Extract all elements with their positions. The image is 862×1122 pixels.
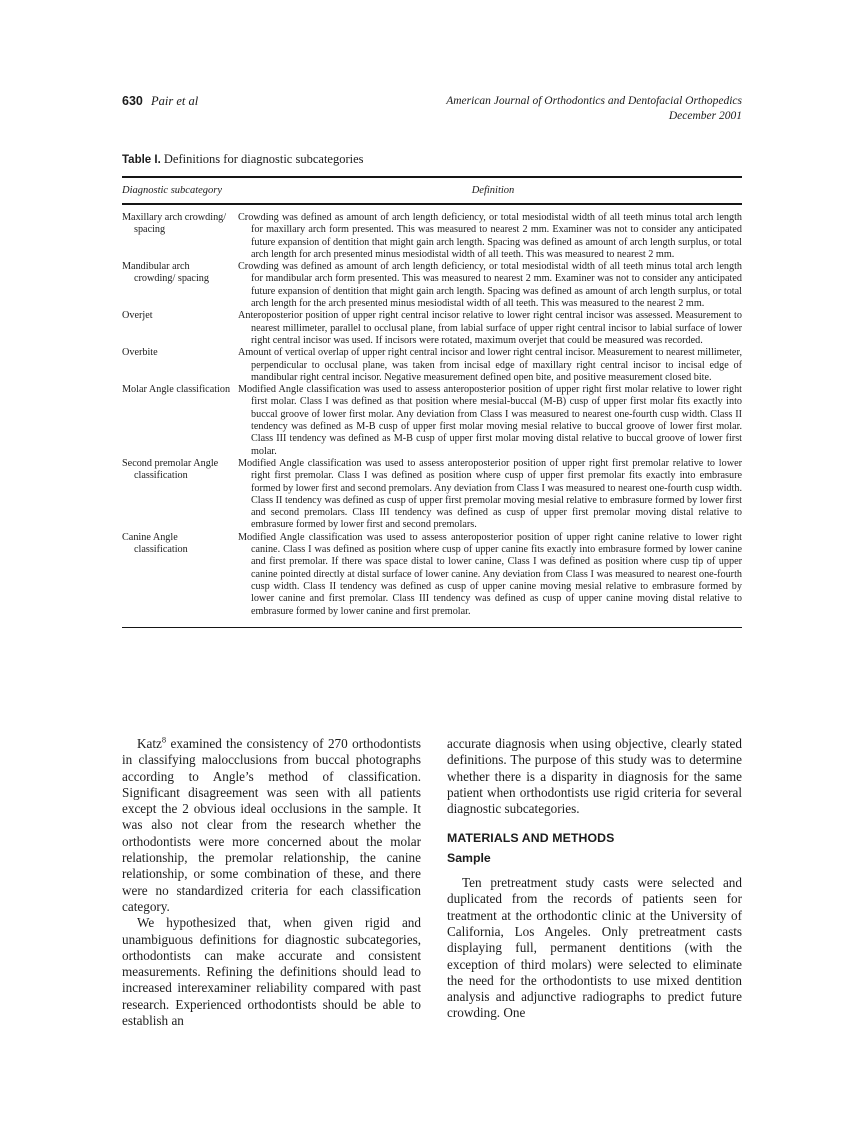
running-head-right [446,94,742,123]
row-term: Molar Angle classification [122,384,231,396]
katz-text: Katz [137,736,162,751]
table-header-row [122,176,742,205]
subsection-heading-sample: Sample [447,850,491,865]
section-heading-materials-methods: MATERIALS AND METHODS [447,831,615,846]
column-header-definition: Definition [471,185,515,196]
paragraph-purpose: accurate diagnosis when using objective, clearly stated definitions. The purpose of this study was to determine whether there is a disparity in diagnosis for the same patient when orthodontists use rigid criteria for several diagnostic subcategories. [447,736,742,817]
row-definition: Modified Angle classification was used to assess anteroposterior position of upper right first molar relative to lower right first molar. Class I was defined as that position where mesial-buccal (M-B) cusp of upper first molar fits exactly into buccal groove of lower first molar. Any deviation from Class I was measured to nearest one-fourth cusp width. Class II tendency was defined as M-B cusp of upper first molar moving mesial relative to buccal groove of lower first molar. Class III tendency was defined as M-B cusp of upper first molar moving distal relative to buccal groove of lower first molar. [238,384,742,457]
row-term: Maxillary arch crowding/ spacing [122,212,227,236]
table-definitions [122,152,742,628]
table-caption [122,152,742,167]
table-row [122,310,742,347]
paragraph-katz [122,736,421,915]
row-term: Second premolar Angle classification [122,457,219,482]
reference-superscript: 8 [161,734,167,745]
table-caption-label: Table I. [122,154,161,166]
row-definition: Modified Angle classification was used to assess anteroposterior position of upper right first premolar relative to lower right first premolar. Class I was defined as position where cusp of upper first premolar fits exactly into embrasure formed by lower first and second premolars. Any deviation from Class I was measured to nearest one-fourth cusp width. Class II tendency was defined as cusp of upper first premolar moving mesial relative to embrasure formed by lower first and second premolars. Class III tendency was defined as cusp of upper first premolar moving distal relative to embrasure formed by lower first and second premolars. [238,457,742,531]
paragraph-sample: Ten pretreatment study casts were selected and duplicated from the records of patients seen for treatment at the orthodontic clinic at the University of California, Los Angeles. Only pretreatment casts displaying full, permanent dentitions (with the exception of third molars) were selected to eliminate the need for the orthodontists to use mixed dentition analysis and adjunctive radiographs to predict future crowding. One [447,875,742,1021]
running-authors: Pair et al [150,94,199,108]
table-row [122,347,742,384]
column-header-subcategory: Diagnostic subcategory [122,185,223,196]
table-row [122,212,742,261]
row-definition: Amount of vertical overlap of upper right central incisor and lower right central incisor. Measurement to nearest millimeter, perpendicular to occlusal plane, was taken from incisal edge of maxillary right central incisor to incisal edge of mandibular right central incisor. Negative measurement defined open bite, and positive measurement closed bite. [238,347,742,383]
paragraph-hypothesis: We hypothesized that, when given rigid and unambiguous definitions for diagnostic subcategories, orthodontists can make accurate and consistent measurements. Refining the definitions should lead to increased interexaminer reliability compared with past research. Experienced orthodontists should be able to establish an [122,915,421,1029]
row-term: Mandibular arch crowding/ spacing [122,261,209,285]
right-column [447,736,742,1029]
table-row [122,458,742,532]
table-row [122,261,742,310]
row-term: Overbite [122,347,158,359]
row-term: Canine Angle classification [122,531,188,556]
row-definition: Anteroposterior position of upper right central incisor relative to lower right central incisor was assessed. Measurement to nearest millimeter, parallel to occlusal plane, from labial surface of upper right central incisor to labial surface of lower right central incisor was used. If incisors were rotated, maximum overjet that could be measured was recorded. [238,310,742,346]
katz-text-rest: examined the consistency of 270 orthodontists in classifying malocclusions from buccal photographs according to Angle’s method of classification. Significant disagreement was seen with all patients except the 2 obvious ideal occlusions in the sample. It was also not clear from the research whether the orthodontists were more concerned about the molar relationship, the premolar relationship, the canine relationship, or some combination of these, and there were no standardized criteria for each classification category. [122,736,421,914]
article-body [122,736,742,1029]
issue-date: December 2001 [668,109,742,122]
table-row [122,384,742,458]
table-row [122,532,742,618]
running-head [122,94,742,123]
left-column [122,736,421,1029]
row-term: Overjet [122,310,153,322]
row-definition: Crowding was defined as amount of arch length deficiency, or total mesiodistal width of all teeth minus total arch length for mandibular arch form presented. This was measured to nearest 2 mm. Examiner was not to consider any anticipated future expansion of dentition that might gain arch length. Spacing was defined as amount of arch length surplus, or total arch length for the arch presented minus mesiodistal width of all teeth. This was measured to the nearest 2 mm. [238,261,742,310]
table-body [122,205,742,628]
row-definition: Crowding was defined as amount of arch length deficiency, or total mesiodistal width of all teeth minus total arch length for maxillary arch form presented. This was measured to nearest 2 mm. Examiner was not to consider any anticipated future expansion of dentition that might gain arch length. Spacing was defined as amount of arch length surplus, or total arch length for arch presented minus mesiodistal width of all teeth. This was measured to nearest 2 mm. [238,212,742,260]
table-caption-text: Definitions for diagnostic subcategories [163,152,364,166]
journal-title: American Journal of Orthodontics and Dentofacial Orthopedics [446,95,742,107]
table [122,176,742,628]
running-head-left [122,94,198,109]
page-number: 630 [122,94,143,108]
row-definition: Modified Angle classification was used to assess anteroposterior position of upper right canine relative to lower right canine. Class I was defined as position where cusp of upper canine fits exactly into embrasure formed by lower canine and first premolar. If there was space distal to lower canine, Class I was defined as position where cusp tip of upper canine pointed directly at distal surface of lower canine. Any deviation from Class I was measured to nearest one-fourth cusp width. Class II tendency was defined as cusp of upper canine moving mesial relative to embrasure formed by lower canine and first premolar. Class III tendency was defined as cusp of upper canine moving distal relative to embrasure formed by lower canine and first premolar. [238,531,742,617]
